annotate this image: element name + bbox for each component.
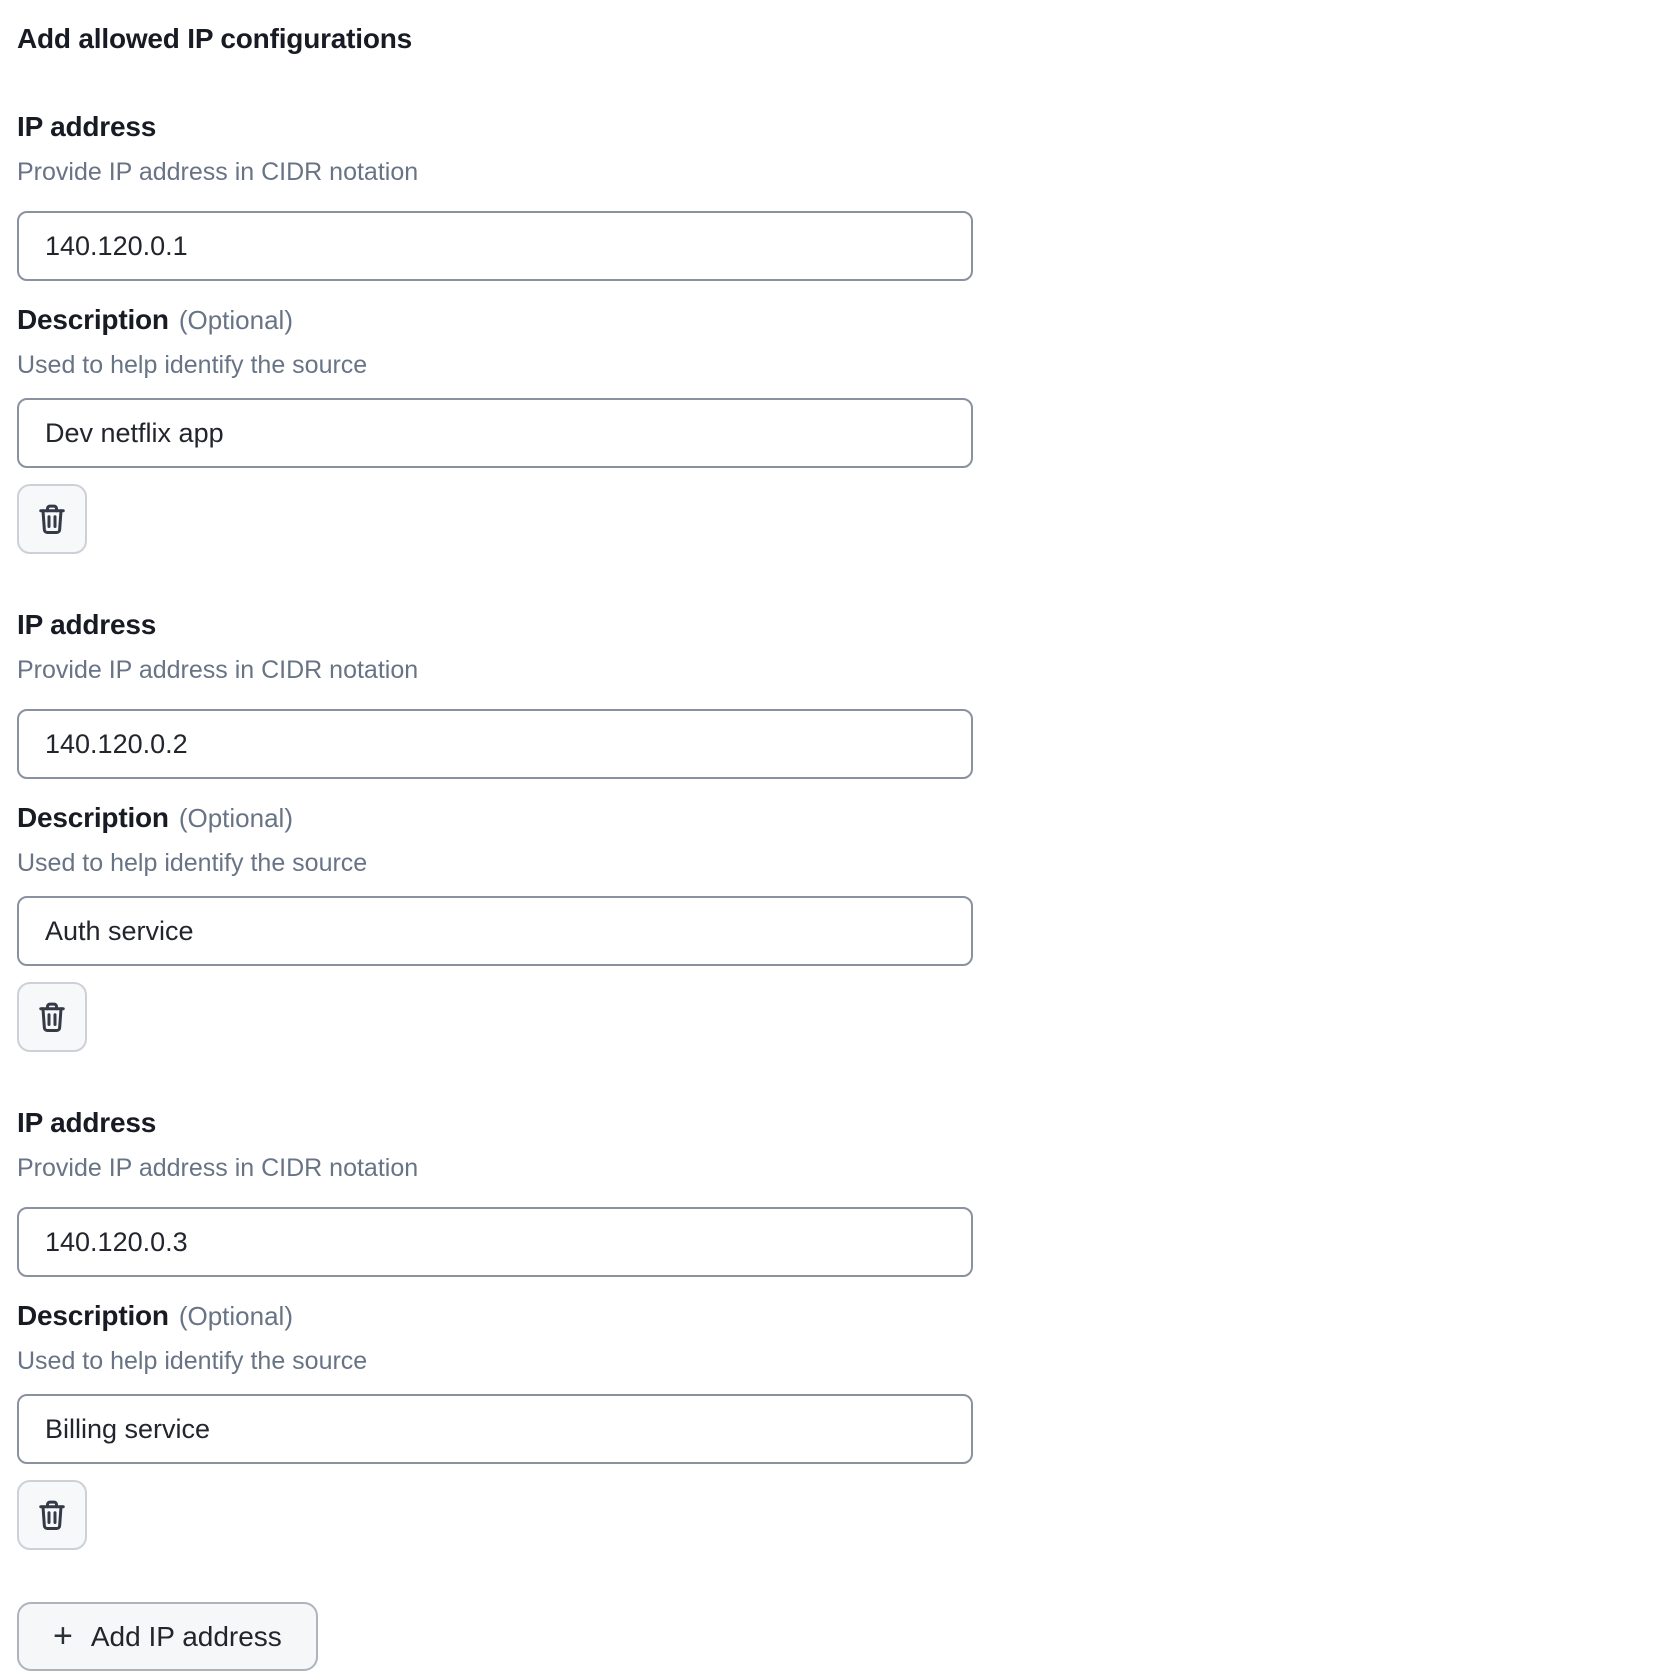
delete-entry-button[interactable] [17, 982, 87, 1052]
description-label: Description [17, 1300, 169, 1331]
delete-entry-button[interactable] [17, 484, 87, 554]
page-title: Add allowed IP configurations [17, 23, 413, 54]
add-ip-address-label: Add IP address [90, 1620, 282, 1652]
ip-address-input[interactable] [17, 211, 973, 281]
ip-address-help: Provide IP address in CIDR notation [17, 1154, 419, 1182]
description-input[interactable] [17, 896, 973, 966]
description-input[interactable] [17, 1394, 973, 1464]
description-input[interactable] [17, 398, 973, 468]
ip-address-help: Provide IP address in CIDR notation [17, 158, 419, 186]
description-label-row [17, 801, 1672, 835]
delete-entry-button[interactable] [17, 1480, 87, 1550]
description-label: Description [17, 304, 169, 335]
description-label: Description [17, 802, 169, 833]
trash-icon [34, 500, 70, 538]
description-label-row [17, 1299, 1672, 1333]
ip-address-input[interactable] [17, 1207, 973, 1277]
description-help: Used to help identify the source [17, 849, 368, 877]
ip-address-label: IP address [17, 1107, 157, 1138]
description-help: Used to help identify the source [17, 351, 368, 379]
trash-icon [34, 1496, 70, 1534]
trash-icon [34, 998, 70, 1036]
description-optional-label: (Optional) [178, 305, 293, 335]
ip-address-label: IP address [17, 609, 157, 640]
ip-entry [17, 1106, 1672, 1550]
add-ip-address-button[interactable] [17, 1602, 318, 1671]
ip-entry [17, 110, 1672, 554]
description-help: Used to help identify the source [17, 1347, 368, 1375]
description-optional-label: (Optional) [178, 803, 293, 833]
description-optional-label: (Optional) [178, 1301, 293, 1331]
ip-address-input[interactable] [17, 709, 973, 779]
ip-address-help: Provide IP address in CIDR notation [17, 656, 419, 684]
ip-entry [17, 608, 1672, 1052]
description-label-row [17, 303, 1672, 337]
plus-icon: + [53, 1616, 73, 1655]
ip-address-label: IP address [17, 111, 157, 142]
